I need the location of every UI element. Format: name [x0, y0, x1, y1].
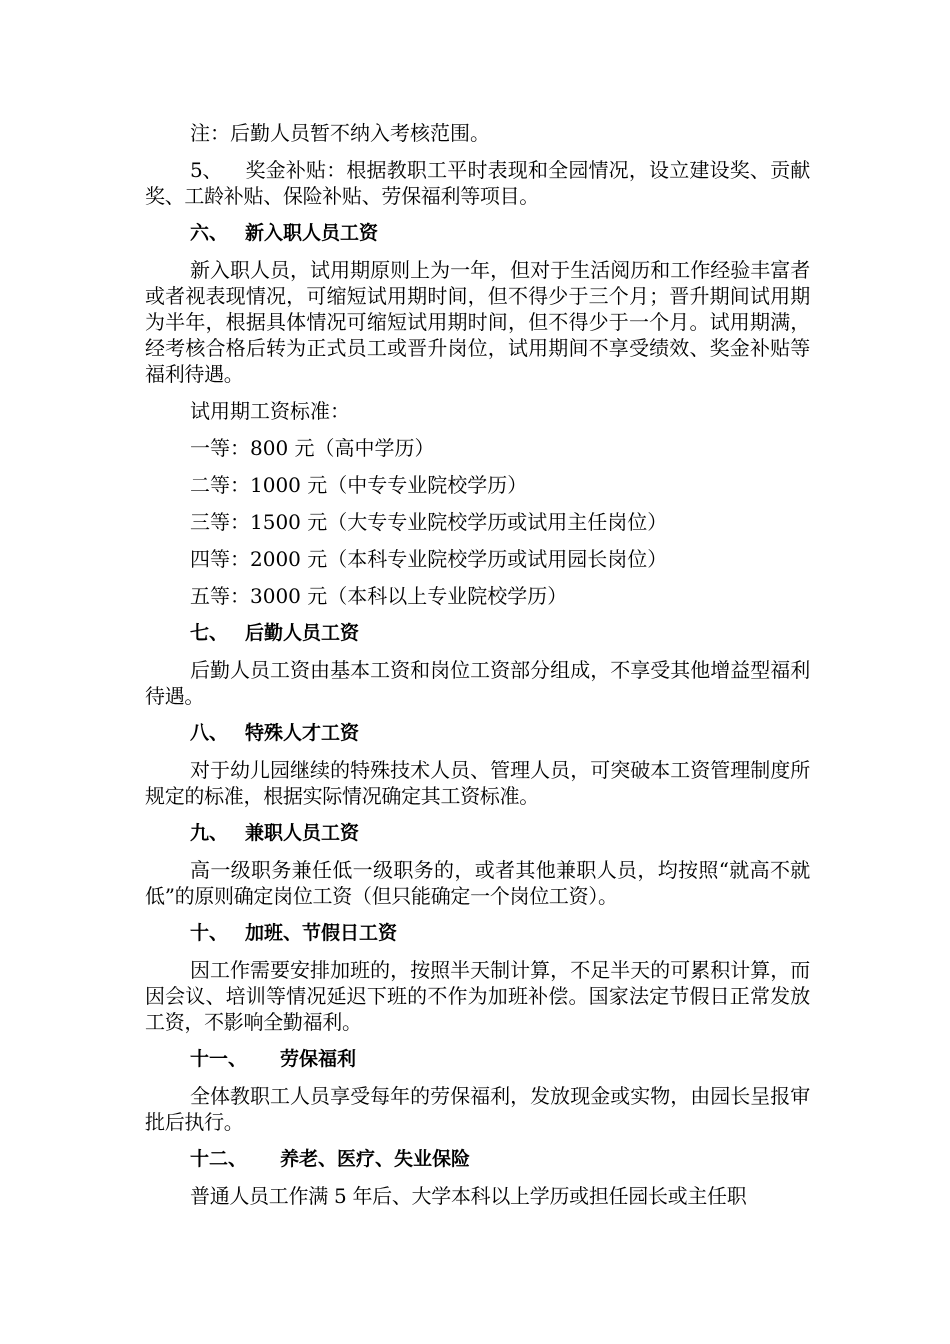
grade-3: 三等：1500 元（大专专业院校学历或试用主任岗位）	[190, 510, 668, 534]
section-11-body: 全体教职工人员享受每年的劳保福利，发放现金或实物，由园长呈报审批后执行。	[145, 1084, 810, 1134]
section-7-body: 后勤人员工资由基本工资和岗位工资部分组成，不享受其他增益型福利待遇。	[145, 658, 810, 708]
section-8-heading	[145, 720, 810, 746]
section-7-heading	[145, 620, 810, 646]
probation-standard-label: 试用期工资标准：	[190, 399, 350, 423]
section-9-number: 九、	[190, 822, 229, 844]
section-7-number: 七、	[190, 622, 229, 644]
section-11-title: 劳保福利	[280, 1048, 357, 1070]
grade-5: 五等：3000 元（本科以上专业院校学历）	[190, 584, 568, 608]
bonus-paragraph	[145, 157, 810, 209]
note-line: 注：后勤人员暂不纳入考核范围。	[190, 121, 490, 145]
grade-1: 一等：800 元（高中学历）	[190, 436, 435, 460]
document-body	[145, 120, 810, 1220]
bonus-text: 奖金补贴：根据教职工平时表现和全园情况，设立建设奖、贡献奖、工龄补贴、保险补贴、劳保福利等项目。	[145, 158, 810, 208]
section-12-title: 养老、医疗、失业保险	[280, 1148, 471, 1170]
section-10-number: 十、	[190, 922, 229, 944]
section-11-heading	[145, 1046, 810, 1072]
bonus-number: 5、	[190, 158, 223, 182]
section-12-body: 普通人员工作满 5 年后、大学本科以上学历或担任园长或主任职	[190, 1184, 747, 1208]
section-9-body: 高一级职务兼任低一级职务的，或者其他兼职人员，均按照“就高不就低”的原则确定岗位工资（但只能确定一个岗位工资）。	[145, 858, 810, 908]
section-6-title: 新入职人员工资	[245, 222, 379, 244]
section-6-heading	[145, 220, 810, 246]
section-9-title: 兼职人员工资	[245, 822, 360, 844]
section-8-body: 对于幼儿园继续的特殊技术人员、管理人员，可突破本工资管理制度所规定的标准，根据实际情况确定其工资标准。	[145, 758, 810, 808]
section-9-heading	[145, 820, 810, 846]
section-8-number: 八、	[190, 722, 229, 744]
section-11-number: 十一、	[190, 1048, 248, 1070]
section-10-title: 加班、节假日工资	[245, 922, 398, 944]
grade-4: 四等：2000 元（本科专业院校学历或试用园长岗位）	[190, 547, 668, 571]
section-12-heading	[145, 1146, 810, 1172]
section-6-body: 新入职人员，试用期原则上为一年，但对于生活阅历和工作经验丰富者或者视表现情况，可缩短试用期时间，但不得少于三个月；晋升期间试用期为半年，根据具体情况可缩短试用期时间，但不得少于一个月。试用期满，经考核合格后转为正式员工或晋升岗位，试用期间不享受绩效、奖金补贴等福利待遇。	[145, 258, 810, 386]
section-7-title: 后勤人员工资	[245, 622, 360, 644]
section-10-heading	[145, 920, 810, 946]
section-6-number: 六、	[190, 222, 229, 244]
section-10-body: 因工作需要安排加班的，按照半天制计算，不足半天的可累积计算，而因会议、培训等情况延迟下班的不作为加班补偿。国家法定节假日正常发放工资，不影响全勤福利。	[145, 958, 810, 1034]
section-12-number: 十二、	[190, 1148, 248, 1170]
section-8-title: 特殊人才工资	[245, 722, 360, 744]
grade-2: 二等：1000 元（中专专业院校学历）	[190, 473, 528, 497]
